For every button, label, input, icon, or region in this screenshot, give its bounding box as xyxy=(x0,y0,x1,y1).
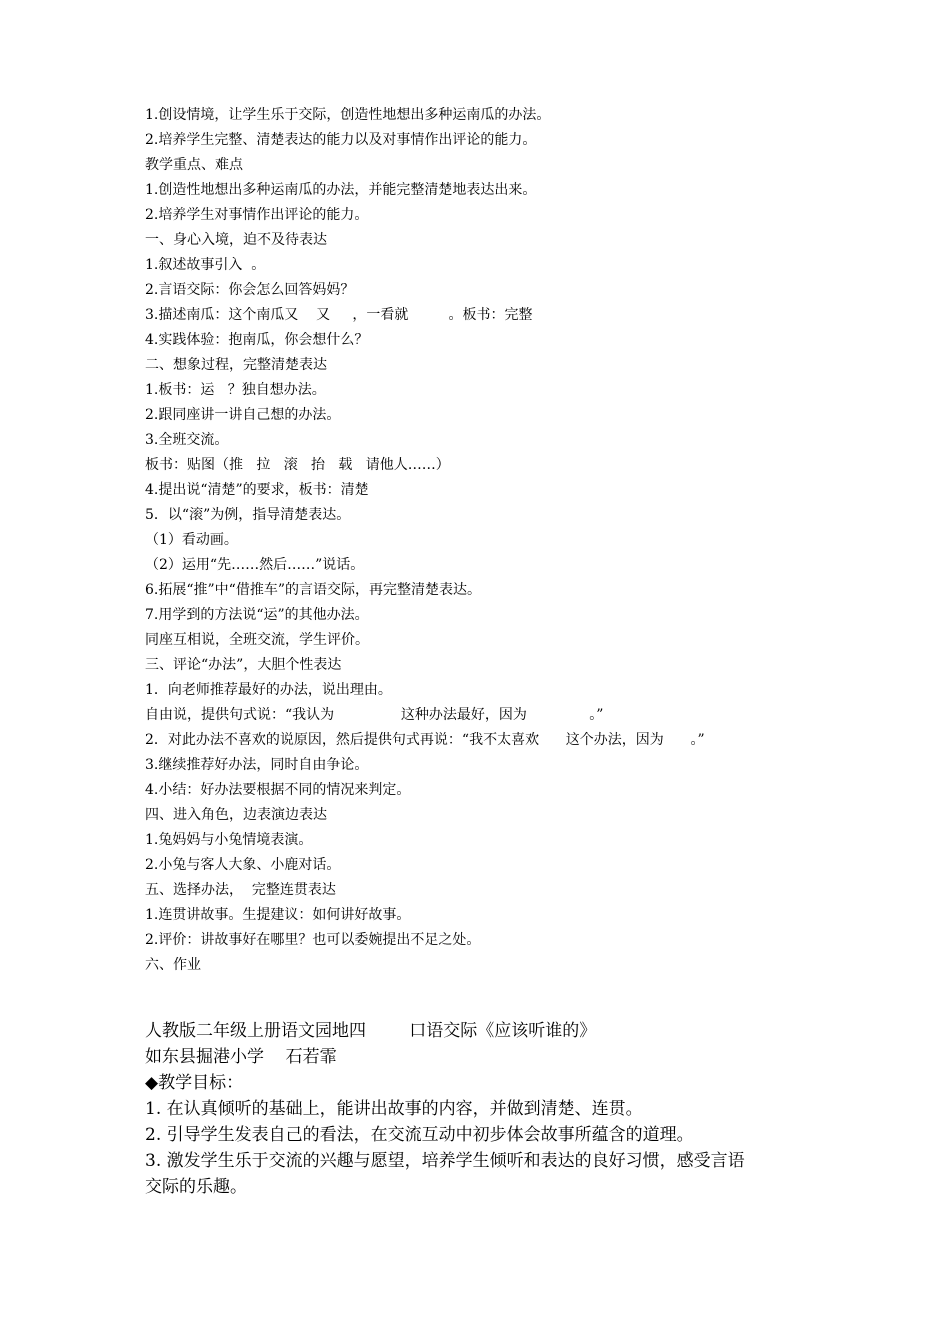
text-line: 2．对此办法不喜欢的说原因，然后提供句式再说：“我不太喜欢 这个办法，因为 。” xyxy=(145,732,705,748)
text-line: 交际的乐趣。 xyxy=(145,1177,247,1197)
section-heading: ◆教学目标： xyxy=(145,1073,244,1093)
text-line: 6.拓展“推”中“借推车”的言语交际，再完整清楚表达。 xyxy=(145,582,481,598)
section-heading: 五、选择办法， 完整连贯表达 xyxy=(145,882,336,898)
author-line: 如东县掘港小学 石若霏 xyxy=(145,1047,337,1067)
text-line: 1. 在认真倾听的基础上，能讲出故事的内容，并做到清楚、连贯。 xyxy=(145,1099,643,1119)
text-line: 1．向老师推荐最好的办法，说出理由。 xyxy=(145,682,392,698)
section-heading: 二、想象过程，完整清楚表达 xyxy=(145,357,327,373)
text-line: 4.小结：好办法要根据不同的情况来判定。 xyxy=(145,782,411,798)
section-heading: 六、作业 xyxy=(145,957,201,973)
text-line: 板书：贴图（推 拉 滚 抬 载 请他人……） xyxy=(145,457,450,473)
text-line: （2）运用“先……然后……”说话。 xyxy=(145,557,365,573)
text-line: 3.描述南瓜：这个南瓜又 又 ，一看就 。板书：完整 xyxy=(145,307,533,323)
section-heading: 一、身心入境，迫不及待表达 xyxy=(145,232,327,248)
text-line: 自由说，提供句式说：“我认为 这种办法最好，因为 。” xyxy=(145,707,604,723)
text-line: 1.叙述故事引入 。 xyxy=(145,257,266,273)
section-heading: 四、进入角色，边表演边表达 xyxy=(145,807,327,823)
text-line: （1）看动画。 xyxy=(145,532,238,548)
text-line: 1.创造性地想出多种运南瓜的办法，并能完整清楚地表达出来。 xyxy=(145,182,537,198)
text-line: 4.提出说“清楚”的要求，板书：清楚 xyxy=(145,482,369,498)
text-line: 4.实践体验：抱南瓜，你会想什么？ xyxy=(145,332,369,348)
new-lesson-section xyxy=(145,1018,825,1200)
text-line: 2.小兔与客人大象、小鹿对话。 xyxy=(145,857,341,873)
text-line: 2. 引导学生发表自己的看法，在交流互动中初步体会故事所蕴含的道理。 xyxy=(145,1125,694,1145)
text-line: 1.连贯讲故事。生提建议：如何讲好故事。 xyxy=(145,907,411,923)
text-line: 同座互相说，全班交流，学生评价。 xyxy=(145,632,369,648)
text-line: 2.培养学生对事情作出评论的能力。 xyxy=(145,207,369,223)
text-line: 5．以“滚”为例，指导清楚表达。 xyxy=(145,507,351,523)
text-line: 2.评价：讲故事好在哪里？也可以委婉提出不足之处。 xyxy=(145,932,481,948)
lesson-title: 人教版二年级上册语文园地四 口语交际《应该听谁的》 xyxy=(145,1021,597,1041)
lesson-plan-section xyxy=(145,103,845,978)
text-line: 2.培养学生完整、清楚表达的能力以及对事情作出评论的能力。 xyxy=(145,132,537,148)
text-line: 2.跟同座讲一讲自己想的办法。 xyxy=(145,407,341,423)
text-line: 7.用学到的方法说“运”的其他办法。 xyxy=(145,607,369,623)
text-line: 1.兔妈妈与小兔情境表演。 xyxy=(145,832,313,848)
text-line: 3. 激发学生乐于交流的兴趣与愿望，培养学生倾听和表达的良好习惯，感受言语 xyxy=(145,1151,745,1171)
text-line: 1.创设情境，让学生乐于交际，创造性地想出多种运南瓜的办法。 xyxy=(145,107,551,123)
text-line: 1.板书：运 ？独自想办法。 xyxy=(145,382,326,398)
section-heading: 教学重点、难点 xyxy=(145,157,243,173)
text-line: 3.继续推荐好办法，同时自由争论。 xyxy=(145,757,369,773)
text-line: 3.全班交流。 xyxy=(145,432,229,448)
text-line: 2.言语交际：你会怎么回答妈妈？ xyxy=(145,282,355,298)
section-heading: 三、评论“办法”，大胆个性表达 xyxy=(145,657,342,673)
